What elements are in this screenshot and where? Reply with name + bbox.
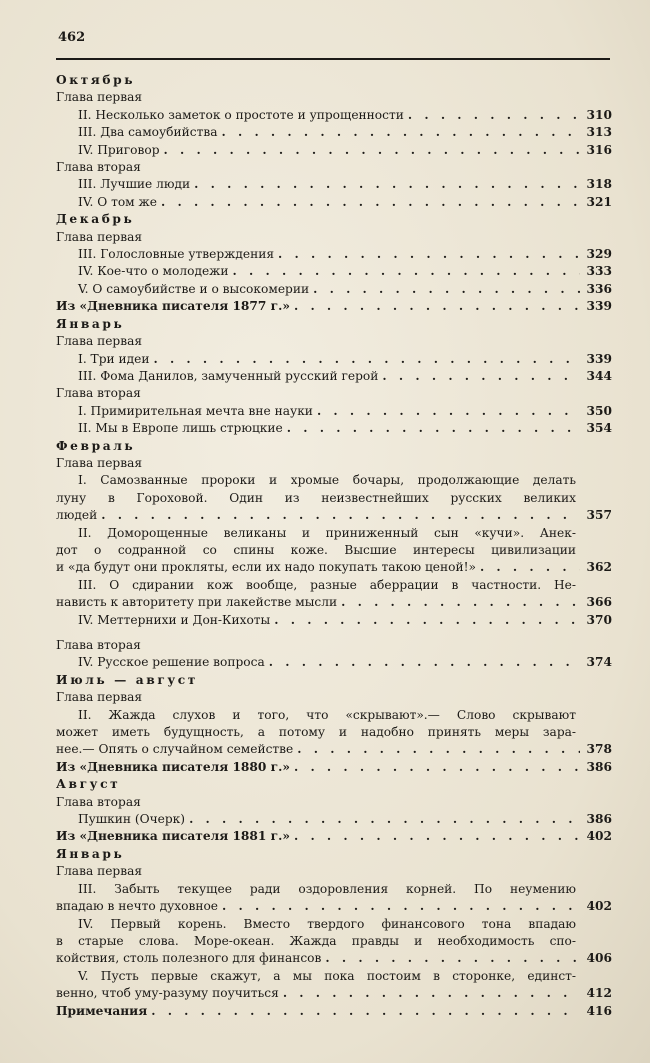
chapter-heading [56, 159, 612, 176]
month-heading-text: Январь [56, 316, 125, 331]
diary-entry[interactable] [56, 759, 612, 776]
chapter-heading [56, 689, 612, 706]
toc-entry-line [56, 811, 612, 828]
toc-entry-line [56, 403, 612, 420]
month-heading [56, 211, 612, 228]
toc-entry-title: луну в Гороховой. Один из неизвестнейших русских великих [56, 490, 576, 505]
month-heading-text: Январь [56, 846, 125, 861]
dot-leader [279, 985, 580, 1002]
toc-page-number: 416 [586, 1003, 612, 1018]
month-heading [56, 316, 612, 333]
toc-entry[interactable] [56, 707, 612, 759]
toc-entry-title: V. О самоубийстве и о высокомерии [78, 281, 310, 296]
toc-page-number: 370 [586, 612, 612, 627]
toc-page-number: 350 [586, 403, 612, 418]
toc-entry-line [56, 654, 612, 671]
dot-leader [290, 759, 580, 776]
toc-entry-line [56, 1003, 612, 1020]
toc-page-number: 362 [586, 560, 612, 575]
chapter-heading-text: Глава вторая [56, 160, 141, 175]
toc-page-number: 344 [586, 368, 612, 383]
dot-leader [265, 654, 580, 671]
toc-entry-line [56, 194, 612, 211]
toc-entry[interactable] [56, 612, 612, 629]
dot-leader [290, 828, 580, 845]
toc-page-number: 333 [586, 264, 612, 279]
month-heading-text: Февраль [56, 438, 136, 453]
dot-leader [149, 351, 580, 368]
toc-page-number: 310 [586, 107, 612, 122]
month-heading [56, 776, 612, 793]
chapter-heading-text: Глава вторая [56, 386, 141, 401]
dot-leader [185, 811, 580, 828]
dot-leader [309, 281, 580, 298]
dot-leader [97, 507, 580, 524]
dot-leader [229, 263, 580, 280]
page-number: 462 [58, 30, 86, 45]
dot-leader [274, 246, 580, 263]
toc-entry-line [56, 559, 612, 576]
toc-page-number: 339 [586, 351, 612, 366]
toc-page-number: 313 [586, 125, 612, 140]
toc-entry-line [56, 351, 612, 368]
toc-page-number: 386 [586, 759, 612, 774]
toc-entry[interactable] [56, 246, 612, 263]
toc-entry-line [56, 577, 612, 594]
toc-entry-title: может иметь будущность, а потому и надобно принять меры зара- [56, 725, 576, 740]
toc-entry[interactable] [56, 654, 612, 671]
toc-entry-title: III. О сдирании кож вообще, разные аберрации в частности. Не- [78, 577, 576, 592]
toc-entry[interactable] [56, 368, 612, 385]
toc-entry-title: I. Примирительная мечта вне науки [78, 403, 313, 418]
toc-page-number: 339 [586, 299, 612, 314]
toc-entry-title: II. Мы в Европе лишь стрюцкие [78, 421, 283, 436]
toc-page-number: 402 [586, 829, 612, 844]
chapter-heading [56, 229, 612, 246]
toc-entry-line [56, 246, 612, 263]
toc-entry-line [56, 142, 612, 159]
dot-leader [378, 368, 580, 385]
toc-entry-line [56, 281, 612, 298]
toc-entry[interactable] [56, 263, 612, 280]
toc-entry-line [56, 898, 612, 915]
toc-entry-title: и «да будут они прокляты, если их надо покупать такою ценой!» [56, 560, 476, 575]
toc-entry-title: III. Лучшие люди [78, 177, 191, 192]
toc-entry-line [56, 828, 612, 845]
toc-entry-title: людей [56, 508, 98, 523]
month-heading-text: Декабрь [56, 212, 135, 227]
toc-entry-title: Примечания [56, 1003, 148, 1018]
toc-entry[interactable] [56, 968, 612, 1003]
toc-entry-title: II. Несколько заметок о простоте и упрощенности [78, 107, 404, 122]
toc-entry[interactable] [56, 420, 612, 437]
month-heading [56, 438, 612, 455]
toc-entry-line [56, 741, 612, 758]
dot-leader [218, 898, 580, 915]
chapter-heading-text: Глава первая [56, 690, 143, 705]
chapter-heading [56, 89, 612, 106]
toc-entry[interactable] [56, 403, 612, 420]
chapter-heading-text: Глава вторая [56, 638, 141, 652]
toc-page-number: 402 [586, 899, 612, 914]
toc-entry-line [56, 263, 612, 280]
toc-entry[interactable] [56, 351, 612, 368]
table-of-contents [56, 72, 612, 1020]
toc-entry-title: IV. Кое-что о молодежи [78, 264, 229, 279]
toc-page-number: 357 [586, 508, 612, 523]
toc-entry-line [56, 612, 612, 629]
toc-entry-line [56, 881, 612, 898]
toc-page-number: 316 [586, 142, 612, 157]
toc-page-number: 321 [586, 194, 612, 209]
toc-entry-line [56, 507, 612, 524]
chapter-heading [56, 455, 612, 472]
chapter-heading [56, 637, 612, 654]
toc-entry-line [56, 759, 612, 776]
dot-leader [321, 950, 580, 967]
toc-entry-line [56, 368, 612, 385]
toc-entry[interactable] [56, 811, 612, 828]
toc-entry-title: венно, чтоб уму-разуму поучиться [56, 986, 279, 1001]
toc-entry-line [56, 124, 612, 141]
dot-leader [313, 403, 580, 420]
month-heading [56, 672, 612, 689]
toc-entry[interactable] [56, 281, 612, 298]
chapter-heading-text: Глава первая [56, 334, 143, 349]
toc-entry-title: II. Доморощенные великаны и приниженный сын «кучи». Анек- [78, 525, 576, 540]
toc-page-number: 386 [586, 812, 612, 827]
toc-entry-line [56, 490, 612, 507]
toc-entry-title: Из «Дневника писателя 1881 г.» [56, 829, 290, 844]
dot-leader [190, 176, 580, 193]
toc-entry-title: III. Фома Данилов, замученный русский герой [78, 368, 379, 383]
dot-leader [337, 594, 580, 611]
toc-entry-line [56, 107, 612, 124]
toc-entry-title: Из «Дневника писателя 1877 г.» [56, 299, 290, 314]
dot-leader [160, 142, 580, 159]
month-heading [56, 846, 612, 863]
toc-entry-line [56, 933, 612, 950]
toc-entry-title: II. Жажда слухов и того, что «скрывают».— Слово скрывают [78, 707, 576, 722]
toc-entry-line [56, 176, 612, 193]
toc-entry-line [56, 724, 612, 741]
toc-page-number: 318 [586, 177, 612, 192]
toc-entry-title: дот о содранной со спины коже. Высшие интересы цивилизации [56, 542, 576, 557]
chapter-heading-text: Глава первая [56, 455, 143, 470]
toc-entry[interactable] [56, 577, 612, 612]
toc-entry-line [56, 985, 612, 1002]
chapter-heading-text: Глава первая [56, 864, 143, 879]
toc-entry-line [56, 472, 612, 489]
chapter-heading [56, 863, 612, 880]
toc-entry-title: Пушкин (Очерк) [78, 812, 186, 827]
toc-entry-title: III. Голословные утверждения [78, 247, 275, 262]
chapter-heading [56, 385, 612, 402]
toc-entry[interactable] [56, 194, 612, 211]
header-rule [56, 58, 610, 60]
dot-leader [290, 298, 580, 315]
chapter-heading-text: Глава первая [56, 229, 143, 244]
month-heading-text: Август [56, 777, 121, 792]
toc-entry-title: III. Два самоубийства [78, 125, 218, 140]
toc-entry-line [56, 542, 612, 559]
dot-leader [217, 124, 580, 141]
toc-entry[interactable] [56, 881, 612, 916]
month-heading-text: Июль — август [56, 672, 198, 687]
dot-leader [157, 194, 580, 211]
toc-entry-line [56, 594, 612, 611]
chapter-heading [56, 794, 612, 811]
dot-leader [293, 741, 580, 758]
toc-page-number: 354 [586, 421, 612, 436]
toc-page-number: 412 [586, 986, 612, 1001]
toc-entry[interactable] [56, 124, 612, 141]
toc-page-number: 378 [586, 742, 612, 757]
toc-entry-title: I. Три идеи [78, 351, 150, 366]
toc-entry-line [56, 950, 612, 967]
toc-page-number: 406 [586, 951, 612, 966]
toc-entry-title: IV. Меттернихи и Дон-Кихоты [78, 612, 271, 627]
diary-entry[interactable] [56, 828, 612, 845]
diary-entry[interactable] [56, 298, 612, 315]
toc-entry-line [56, 968, 612, 985]
toc-entry-title: I. Самозванные пророки и хромые бочары, продолжающие делать [78, 473, 576, 488]
toc-entry-line [56, 916, 612, 933]
toc-entry-title: IV. О том же [78, 194, 157, 209]
toc-entry-title: IV. Первый корень. Вместо твердого финансового тона впадаю [78, 916, 576, 931]
toc-page-number: 366 [586, 595, 612, 610]
toc-entry-line [56, 707, 612, 724]
toc-entry-title: в старые слова. Море-океан. Жажда правды и необходимость спо- [56, 933, 576, 948]
toc-entry[interactable] [56, 176, 612, 193]
toc-entry-line [56, 298, 612, 315]
month-heading [56, 72, 612, 89]
toc-entry[interactable] [56, 142, 612, 159]
chapter-heading [56, 333, 612, 350]
toc-page-number: 374 [586, 655, 612, 670]
month-heading-text: Октябрь [56, 73, 136, 87]
toc-entry-title: Из «Дневника писателя 1880 г.» [56, 759, 290, 774]
dot-leader [476, 559, 580, 576]
toc-entry[interactable] [56, 472, 612, 524]
dot-leader [147, 1003, 580, 1020]
toc-page-number: 329 [586, 247, 612, 262]
chapter-heading-text: Глава первая [56, 90, 143, 105]
toc-entry-title: впадаю в нечто духовное [56, 899, 219, 914]
toc-entry-line [56, 525, 612, 542]
toc-entry-title: V. Пусть первые скажут, а мы пока постоим в сторонке, единст- [78, 968, 576, 983]
toc-entry-title: нее.— Опять о случайном семействе [56, 742, 294, 757]
toc-page-number: 336 [586, 281, 612, 296]
toc-entry-title: IV. Русское решение вопроса [78, 655, 265, 670]
dot-leader [283, 420, 580, 437]
toc-entry[interactable] [56, 525, 612, 577]
toc-entry[interactable] [56, 107, 612, 124]
toc-entry-title: нависть к авторитету при лакействе мысли [56, 595, 338, 610]
toc-entry-title: койствия, столь полезного для финансов [56, 951, 322, 966]
toc-entry-title: IV. Приговор [78, 142, 160, 157]
toc-entry-title: III. Забыть текущее ради оздоровления корней. По неумению [78, 881, 576, 896]
dot-leader [270, 612, 580, 629]
toc-entry-line [56, 420, 612, 437]
notes-entry[interactable] [56, 1003, 612, 1020]
toc-entry[interactable] [56, 916, 612, 968]
chapter-heading-text: Глава вторая [56, 794, 141, 809]
dot-leader [404, 107, 580, 124]
